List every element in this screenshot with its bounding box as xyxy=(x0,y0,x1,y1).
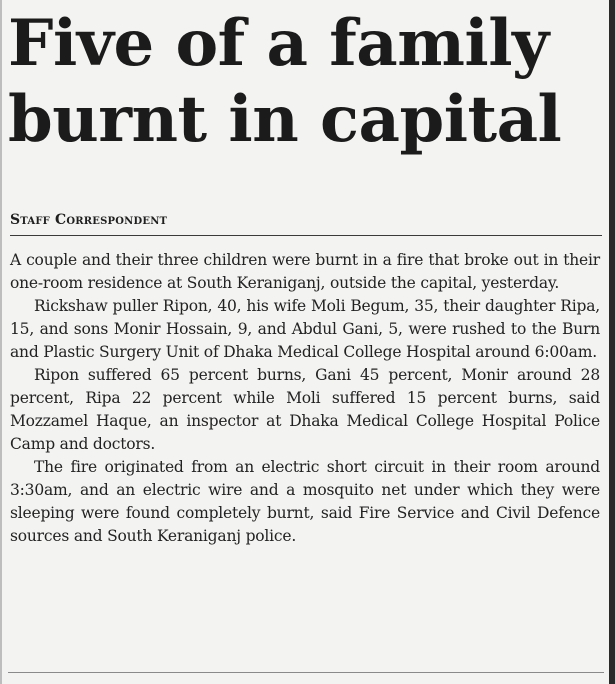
bottom-rule xyxy=(8,672,604,673)
byline: Staff Correspondent xyxy=(10,209,602,236)
headline xyxy=(8,6,604,158)
headline-line-1: Five of a family xyxy=(8,6,549,81)
clipping-right-edge xyxy=(609,0,615,684)
clipping-left-edge xyxy=(0,0,2,684)
paragraph-2: Rickshaw puller Ripon, 40, his wife Moli Begum, 35, their daughter Ripa, 15, and sons Monir Hossain, 9, and Abdul Gani, 5, were rushed to the Burn and Plastic Surgery Unit of Dhaka Medical College Hospital around 6:00am. xyxy=(10,297,600,361)
paragraph-4: The fire originated from an electric short circuit in their room around 3:30am, and an electric wire and a mosquito net under which they were sleeping were found completely burnt, said Fire Service and Civil Defence sources and South Keraniganj police. xyxy=(10,458,600,545)
headline-line-2: burnt in capital xyxy=(8,82,562,157)
paragraph-3: Ripon suffered 65 percent burns, Gani 45 percent, Monir around 28 percent, Ripa 22 percent while Moli suffered 15 percent burns, said Mozzamel Haque, an inspector at Dhaka Medical College Hospital Police Camp and doctors. xyxy=(10,366,600,453)
paragraph-1: A couple and their three children were burnt in a fire that broke out in their one-room residence at South Keraniganj, outside the capital, yesterday. xyxy=(10,251,600,292)
article-body xyxy=(10,249,600,548)
